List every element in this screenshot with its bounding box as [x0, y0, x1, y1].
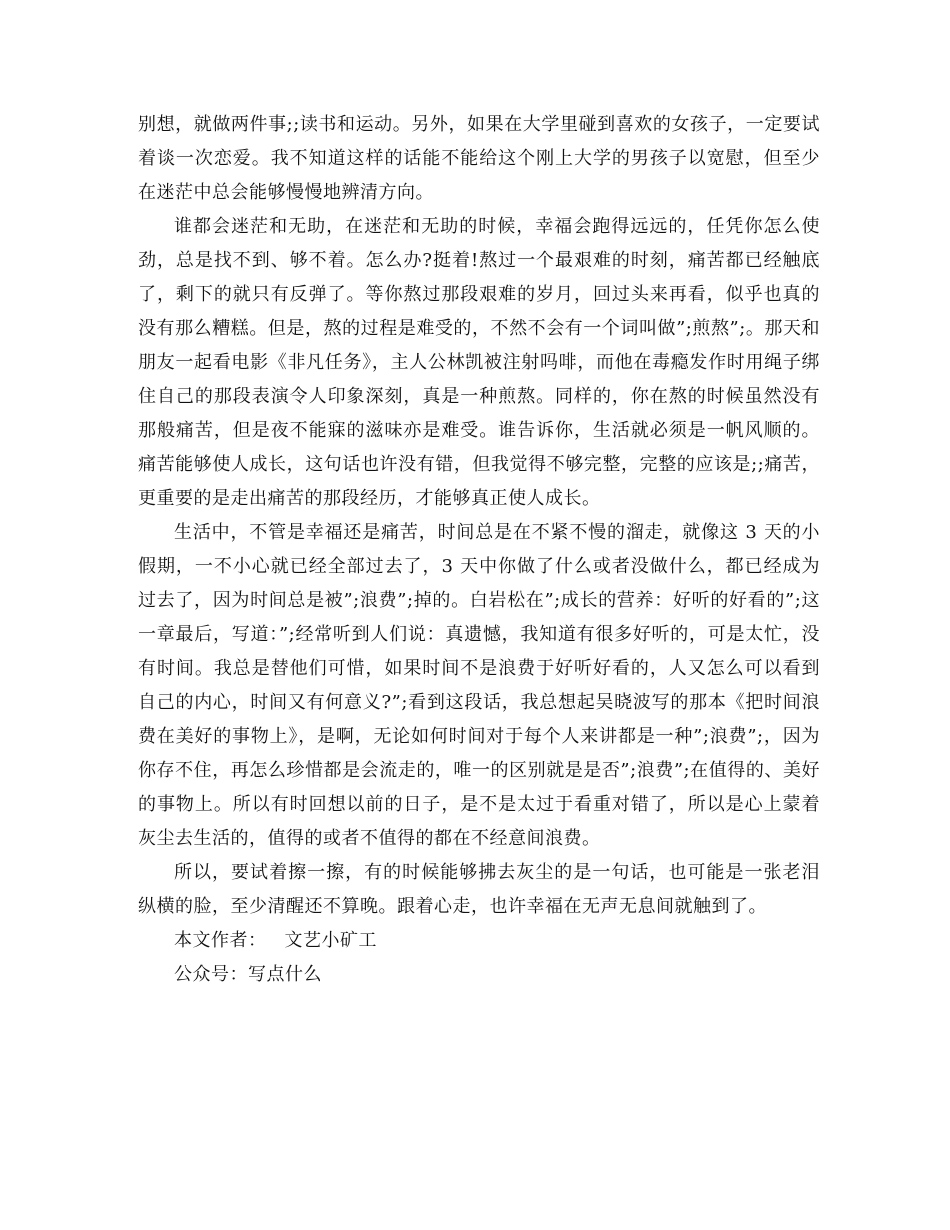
author-name: 文艺小矿工 — [284, 930, 377, 951]
account-name: 写点什么 — [248, 964, 322, 985]
account-line — [138, 958, 820, 992]
author-line — [138, 924, 820, 958]
paragraph-1: 别想，就做两件事;;读书和运动。另外，如果在大学里碰到喜欢的女孩子，一定要试着谈一次恋爱。我不知道这样的话能不能给这个刚上大学的男孩子以宽慰，但至少在迷茫中总会能够慢慢地辨清方向。 — [138, 114, 820, 203]
document-page — [138, 108, 820, 992]
paragraph-4: 所以，要试着擦一擦，有的时候能够拂去灰尘的是一句话，也可能是一张老泪纵横的脸，至少清醒还不算晚。跟着心走，也许幸福在无声无息间就触到了。 — [138, 862, 820, 917]
paragraph-2: 谁都会迷茫和无助，在迷茫和无助的时候，幸福会跑得远远的，任凭你怎么使劲，总是找不到、够不着。怎么办?挺着!熬过一个最艰难的时刻，痛苦都已经触底了，剩下的就只有反弹了。等你熬过那段艰难的岁月，回过头来再看，似乎也真的没有那么糟糕。但是，熬的过程是难受的，不然不会有一个词叫做”;煎熬”;。那天和朋友一起看电影《非凡任务》，主人公林凯被注射吗啡，而他在毒瘾发作时用绳子绑住自己的那段表演令人印象深刻，真是一种煎熬。同样的，你在熬的时候虽然没有那般痛苦，但是夜不能寐的滋味亦是难受。谁告诉你，生活就必须是一帆风顺的。痛苦能够使人成长，这句话也许没有错，但我觉得不够完整，完整的应该是;;痛苦，更重要的是走出痛苦的那段经历，才能够真正使人成长。 — [138, 216, 820, 509]
author-label: 本文作者： — [174, 930, 267, 951]
account-label: 公众号： — [174, 964, 248, 985]
paragraph-3: 生活中，不管是幸福还是痛苦，时间总是在不紧不慢的溜走，就像这 3 天的小假期，一不小心就已经全部过去了，3 天中你做了什么或者没做什么，都已经成为过去了，因为时间总是被”;浪费”;掉的。白岩松在”;成长的营养：好听的好看的”;这一章最后，写道：”;经常听到人们说：真遗憾，我知道有很多好听的，可是太忙，没有时间。我总是替他们可惜，如果时间不是浪费于好听好看的，人又怎么可以看到自己的内心，时间又有何意义?”;看到这段话，我总想起吴晓波写的那本《把时间浪费在美好的事物上》，是啊，无论如何时间对于每个人来讲都是一种”;浪费”;，因为你存不住，再怎么珍惜都是会流走的，唯一的区别就是是否”;浪费”;在值得的、美好的事物上。所以有时回想以前的日子，是不是太过于看重对错了，所以是心上蒙着灰尘去生活的，值得的或者不值得的都在不经意间浪费。 — [138, 522, 820, 849]
